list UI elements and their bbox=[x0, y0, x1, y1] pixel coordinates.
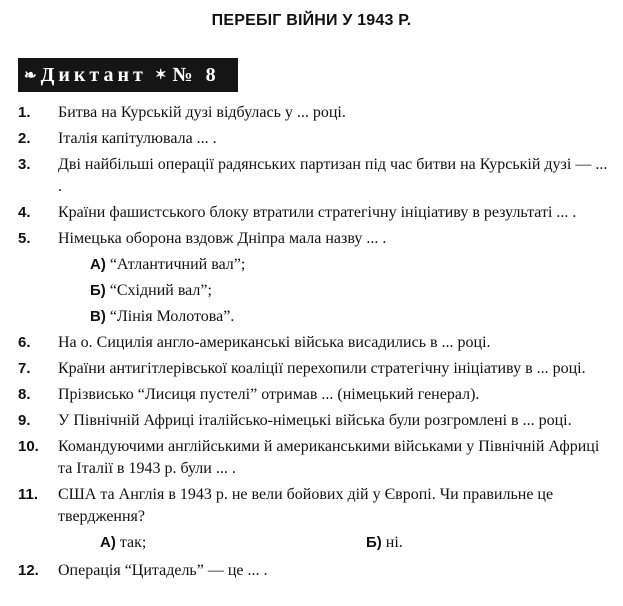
answer-row bbox=[18, 532, 608, 554]
answer-option bbox=[100, 532, 146, 554]
option-letter: А) bbox=[100, 534, 116, 551]
question-text: Дві найбільші операції радянських партизан під час битви на Курській дузі — ... . bbox=[58, 156, 608, 195]
question-number: 1. bbox=[18, 104, 31, 121]
option-text: ні. bbox=[385, 534, 403, 551]
question-item bbox=[18, 202, 608, 224]
star-ornament-icon: ✶ bbox=[154, 67, 167, 83]
question-item bbox=[18, 228, 608, 250]
option-letter: В) bbox=[90, 308, 106, 325]
question-number: 3. bbox=[18, 156, 31, 173]
option-text: так; bbox=[119, 534, 147, 551]
question-number: 8. bbox=[18, 386, 31, 403]
question-item bbox=[18, 332, 608, 354]
question-number: 9. bbox=[18, 412, 31, 429]
answer-option bbox=[366, 532, 403, 554]
question-item bbox=[18, 484, 608, 528]
ornament-icon: ❧ bbox=[24, 67, 37, 84]
question-text: Німецька оборона вздовж Дніпра мала назву ... . bbox=[58, 230, 387, 247]
question-text: Країни фашистського блоку втратили стратегічну ініціативу в результаті ... . bbox=[58, 204, 577, 221]
option-letter: Б) bbox=[366, 534, 382, 551]
question-item bbox=[18, 128, 608, 150]
question-text: Битва на Курській дузі відбулась у ... році. bbox=[58, 104, 346, 121]
option-letter: Б) bbox=[90, 282, 106, 299]
question-number: 6. bbox=[18, 334, 31, 351]
option-letter: А) bbox=[90, 256, 106, 273]
question-item bbox=[18, 410, 608, 432]
question-text: Італія капітулювала ... . bbox=[58, 130, 217, 147]
banner-number: № 8 bbox=[172, 63, 220, 86]
question-number: 7. bbox=[18, 360, 31, 377]
question-number: 5. bbox=[18, 230, 31, 247]
answer-option bbox=[18, 306, 608, 328]
option-text: “Лінія Молотова”. bbox=[109, 308, 235, 325]
question-number: 10. bbox=[18, 438, 39, 455]
question-number: 12. bbox=[18, 562, 39, 579]
question-list bbox=[18, 102, 608, 582]
question-item bbox=[18, 358, 608, 380]
question-item bbox=[18, 436, 608, 480]
answer-option bbox=[18, 254, 608, 276]
question-item bbox=[18, 384, 608, 406]
question-item bbox=[18, 102, 608, 124]
question-number: 4. bbox=[18, 204, 31, 221]
question-text: На о. Сицилія англо-американські війська висадились в ... році. bbox=[58, 334, 491, 351]
question-item bbox=[18, 154, 608, 198]
answer-option bbox=[18, 280, 608, 302]
question-text: Операція “Цитадель” — це ... . bbox=[58, 562, 268, 579]
question-item bbox=[18, 560, 608, 582]
question-number: 11. bbox=[18, 486, 39, 503]
dictation-banner bbox=[18, 58, 238, 92]
option-text: “Атлантичний вал”; bbox=[109, 256, 246, 273]
question-text: У Північній Африці італійсько-німецькі війська були розгромлені в ... році. bbox=[58, 412, 572, 429]
page-title: ПЕРЕБІГ ВІЙНИ У 1943 Р. bbox=[211, 12, 412, 29]
option-text: “Східний вал”; bbox=[109, 282, 212, 299]
question-text: Прізвисько “Лисиця пустелі” отримав ... (німецький генерал). bbox=[58, 386, 480, 403]
question-number: 2. bbox=[18, 130, 31, 147]
question-text: Командуючими англійськими й американськими військами у Північній Африці та Італії в 1943 р. були ... . bbox=[58, 438, 600, 477]
banner-title: Диктант bbox=[40, 63, 147, 86]
question-text: Країни антигітлерівської коаліції перехопили стратегічну ініціативу в ... році. bbox=[58, 360, 586, 377]
question-text: США та Англія в 1943 р. не вели бойових дій у Європі. Чи правильне це твердження? bbox=[58, 486, 554, 525]
